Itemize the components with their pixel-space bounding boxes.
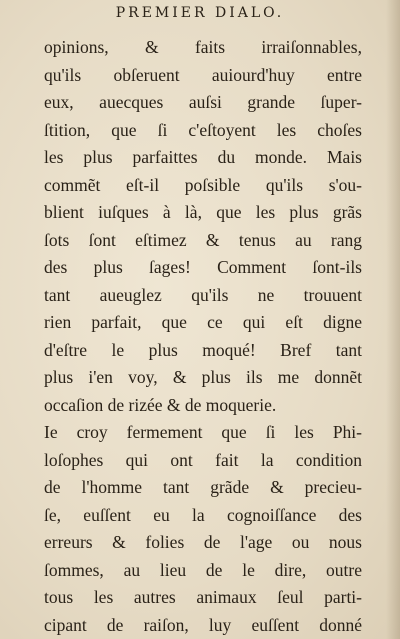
text-line: ſommes, au lieu de le dire, outre bbox=[44, 559, 362, 580]
text-line: rien parfait, que ce qui eſt digne bbox=[44, 312, 362, 332]
text-line: eux, auecques auſsi grande ſuper- bbox=[44, 92, 362, 112]
text-line: loſophes qui ont fait la condition bbox=[44, 449, 362, 470]
text-line: plus i'en voy, & plus ils me donnẽt bbox=[44, 367, 362, 387]
text-line: ſe, euſſent eu la cognoiſſance des bbox=[44, 504, 362, 525]
text-line: cipant de raiſon, luy euſſent donné bbox=[44, 614, 362, 635]
text-line: des plus ſages! Comment ſont-ils bbox=[44, 257, 362, 277]
text-line: blient iuſques à là, que les plus grãs bbox=[44, 202, 362, 222]
text-line: de l'homme tant grãde & precieu- bbox=[44, 477, 362, 497]
text-line: tant aueuglez qu'ils ne trouuent bbox=[44, 284, 362, 305]
text-line: Ie croy fermement que ſi les Phi- bbox=[44, 422, 362, 442]
page-edge-shadow bbox=[386, 0, 400, 639]
text-line: les plus parfaittes du monde. Mais bbox=[44, 147, 362, 167]
text-line: ſtition, que ſi c'eſtoyent les choſes bbox=[44, 119, 362, 140]
text-line: opinions, & faits irraiſonnables, bbox=[44, 37, 362, 57]
text-line: commẽt eſt-il poſsible qu'ils s'ou- bbox=[44, 174, 362, 195]
text-line: occaſion de rizée & de moquerie. bbox=[44, 394, 277, 415]
text-line: qu'ils obſeruent auiourd'huy entre bbox=[44, 64, 362, 85]
text-line: tous les autres animaux ſeul parti- bbox=[44, 587, 362, 607]
text-body bbox=[44, 34, 362, 639]
text-line: erreurs & folies de l'age ou nous bbox=[44, 532, 362, 552]
running-header: PREMIER DIALO. bbox=[115, 5, 285, 21]
text-line: ſots ſont eſtimez & tenus au rang bbox=[44, 229, 362, 250]
text-line: d'eſtre le plus moqué! Bref tant bbox=[44, 339, 362, 360]
